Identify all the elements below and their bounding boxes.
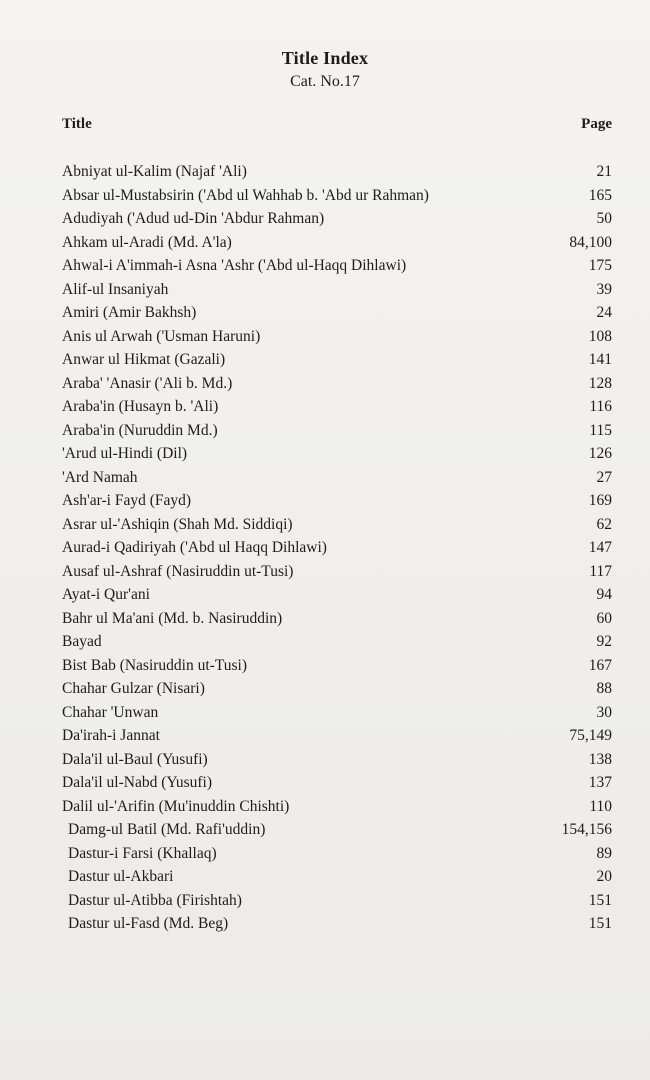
entry-title: Dalil ul-'Arifin (Mu'inuddin Chishti) [62,797,290,815]
entry-page: 147 [588,539,612,556]
index-list [62,160,612,936]
entry-page: 62 [596,515,612,533]
entry-title: Alif-ul Insaniyah [62,280,169,298]
entry-title: Bist Bab (Nasiruddin ut-Tusi) [62,656,248,674]
index-entry [62,372,612,396]
entry-title: Damg-ul Batil (Md. Rafi'uddin) [68,821,266,838]
entry-page: 154,156 [561,821,612,838]
entry-title: Dala'il ul-Nabd (Yusufi) [62,774,213,791]
entry-title: Araba'in (Nuruddin Md.) [62,421,218,439]
entry-page: 151 [588,915,612,932]
entry-title: Dala'il ul-Baul (Yusufi) [62,750,208,768]
entry-title: Ausaf ul-Ashraf (Nasiruddin ut-Tusi) [62,562,294,580]
entry-title: Dastur ul-Fasd (Md. Beg) [68,915,229,932]
entry-title: Aurad-i Qadiriyah ('Abd ul Haqq Dihlawi) [62,539,327,556]
entry-page: 27 [596,468,612,486]
entry-title: Araba'in (Husayn b. 'Ali) [62,398,219,415]
index-entry [62,278,612,302]
entry-page: 75,149 [569,727,612,744]
entry-title: Dastur ul-Akbari [68,868,174,885]
index-entry [62,395,612,419]
entry-title: Ash'ar-i Fayd (Fayd) [62,492,192,509]
index-entry [62,795,612,819]
entry-page: 167 [588,656,612,674]
entry-title: Absar ul-Mustabsirin ('Abd ul Wahhab b. 'Abd ur Rahman) [62,186,429,204]
entry-page: 110 [589,797,612,815]
entry-page: 137 [588,774,612,791]
entry-title: Da'irah-i Jannat [62,727,160,744]
index-entry [62,560,612,584]
entry-title: Bahr ul Ma'ani (Md. b. Nasiruddin) [62,609,283,627]
entry-page: 94 [596,586,612,603]
entry-page: 39 [596,280,612,298]
entry-page: 117 [589,562,612,580]
entry-page: 50 [596,210,612,227]
index-entry [62,184,612,208]
entry-page: 20 [596,868,612,885]
entry-page: 169 [588,492,612,509]
entry-title: Anwar ul Hikmat (Gazali) [62,351,226,368]
index-entry [62,654,612,678]
entry-page: 141 [588,351,612,368]
entry-title: Chahar Gulzar (Nisari) [62,680,205,697]
entry-title: Abniyat ul-Kalim (Najaf 'Ali) [62,163,247,180]
entry-page: 60 [596,609,612,627]
column-header-title: Title [62,116,92,132]
index-entry [62,842,612,866]
index-entry [62,818,612,842]
entry-title: Dastur ul-Atibba (Firishtah) [68,891,242,909]
entry-page: 89 [596,844,612,862]
index-entry [62,865,612,889]
entry-title: Araba' 'Anasir ('Ali b. Md.) [62,374,233,392]
entry-page: 175 [588,257,612,274]
catalogue-number: Cat. No.17 [290,73,360,90]
index-entry [62,748,612,772]
entry-title: Anis ul Arwah ('Usman Haruni) [62,327,261,345]
index-entry [62,771,612,795]
index-entry [62,677,612,701]
entry-page: 115 [589,421,612,439]
entry-title: Dastur-i Farsi (Khallaq) [68,844,217,862]
index-entry [62,348,612,372]
entry-title: Asrar ul-'Ashiqin (Shah Md. Siddiqi) [62,515,293,533]
column-header-page: Page [581,116,612,132]
index-entry [62,207,612,231]
entry-title: Ayat-i Qur'ani [62,586,150,603]
index-entry [62,254,612,278]
entry-title: Ahkam ul-Aradi (Md. A'la) [62,233,232,251]
entry-title: Adudiyah ('Adud ud-Din 'Abdur Rahman) [62,210,325,227]
entry-title: 'Arud ul-Hindi (Dil) [62,445,188,462]
entry-title: Ahwal-i A'immah-i Asna 'Ashr ('Abd ul-Haqq Dihlawi) [62,257,407,274]
entry-title: 'Ard Namah [62,468,138,486]
index-entry [62,630,612,654]
entry-page: 116 [589,398,612,415]
index-entry [62,160,612,184]
entry-title: Bayad [62,633,102,650]
entry-page: 24 [596,304,612,321]
index-entry [62,912,612,936]
entry-page: 126 [588,445,612,462]
index-entry [62,701,612,725]
index-entry [62,231,612,255]
index-entry [62,466,612,490]
index-entry [62,889,612,913]
index-entry [62,536,612,560]
entry-page: 128 [588,374,612,392]
entry-page: 21 [596,163,612,180]
entry-page: 165 [588,186,612,204]
index-entry [62,607,612,631]
index-entry [62,442,612,466]
entry-title: Amiri (Amir Bakhsh) [62,304,197,321]
index-entry [62,301,612,325]
entry-page: 108 [588,327,612,345]
index-entry [62,419,612,443]
entry-page: 88 [596,680,612,697]
entry-page: 138 [588,750,612,768]
entry-title: Chahar 'Unwan [62,703,159,721]
index-entry [62,325,612,349]
entry-page: 92 [596,633,612,650]
page-title: Title Index [281,48,369,68]
index-entry [62,489,612,513]
entry-page: 30 [596,703,612,721]
index-entry [62,583,612,607]
entry-page: 151 [588,891,612,909]
index-entry [62,724,612,748]
entry-page: 84,100 [569,233,612,251]
index-entry [62,513,612,537]
